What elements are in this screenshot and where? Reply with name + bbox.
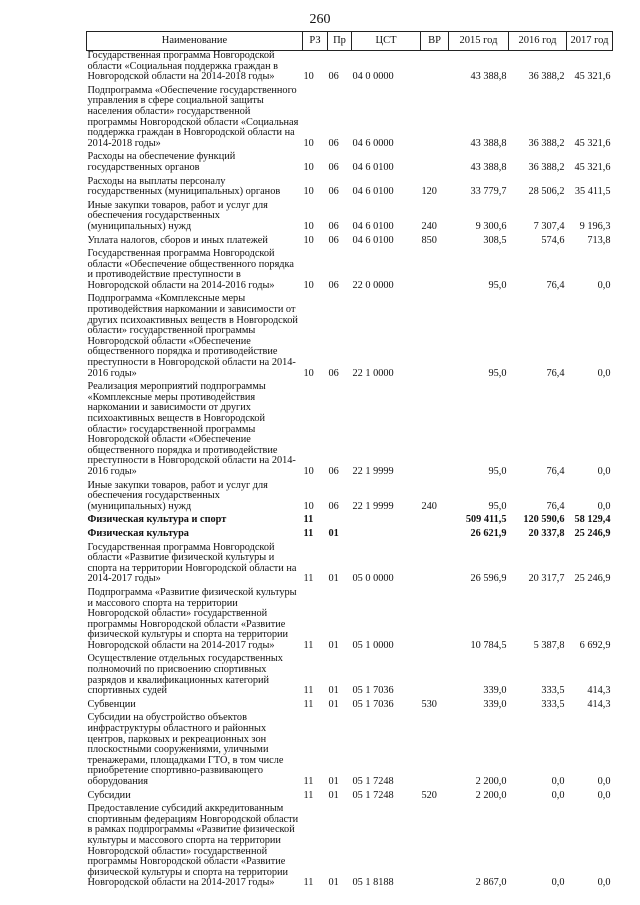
row-rz: 11: [303, 685, 314, 697]
row-pr: 01: [328, 685, 339, 697]
row-cst: 05 1 8188: [352, 877, 394, 889]
row-cst: 22 1 9999: [352, 465, 394, 477]
row-name: Расходы на выплаты персоналу государственных (муниципальных) органов: [87, 175, 281, 198]
row-cst: 04 0 0000: [352, 71, 394, 83]
row-value-2016: 5 387,8: [533, 639, 565, 651]
header-rz: РЗ: [303, 32, 328, 51]
row-cst: 04 6 0100: [352, 161, 394, 173]
row-pr: 01: [328, 789, 339, 801]
row-value-2016: 36 388,2: [528, 161, 565, 173]
row-vr: [421, 710, 449, 787]
table-row: [87, 198, 613, 233]
row-cst: 05 0 0000: [352, 573, 394, 585]
row-rz: 11: [303, 573, 314, 585]
row-pr: 06: [328, 500, 339, 512]
header-2017: 2017 год: [567, 32, 613, 51]
row-value-2017: 35 411,5: [574, 186, 611, 198]
row-name: Государственная программа Новгородской области «Социальная поддержка граждан в Новгородской области на 2014-2018 годы»: [87, 50, 279, 83]
row-value-2015: 43 388,8: [470, 137, 507, 149]
row-value-2015: 2 200,0: [475, 789, 507, 801]
row-name: Расходы на обеспечение функций государственных органов: [87, 151, 236, 173]
row-cst: 22 1 9999: [352, 500, 394, 512]
row-value-2017: 0,0: [597, 279, 611, 291]
table-row: [87, 526, 613, 540]
row-value-2017: 0,0: [597, 465, 611, 477]
row-value-2015: 43 388,8: [470, 161, 507, 173]
row-value-2016: 0,0: [551, 789, 565, 801]
row-value-2017: 0,0: [597, 789, 611, 801]
row-rz: 10: [303, 234, 314, 246]
row-value-2016: 7 307,4: [533, 220, 565, 232]
row-value-2015: 33 779,7: [470, 186, 507, 198]
table-row: [87, 246, 613, 291]
row-value-2017: 6 692,9: [579, 639, 611, 651]
budget-table: [86, 31, 613, 889]
row-value-2015: 95,0: [488, 465, 507, 477]
row-name: Предоставление субсидий аккредитованным спортивным федерациям Новгородской области в рамках подпрограммы «Развитие физической культуры и массового спорта на территории Новгородской области» государственной программы Новгородской области «Развитие физической культуры и спорта на территории Новгородской области на 2014-2017 годы»: [87, 803, 299, 889]
table-row: [87, 540, 613, 585]
row-vr: [421, 149, 449, 173]
row-vr: [421, 540, 449, 585]
row-pr: 06: [328, 71, 339, 83]
row-name: Субвенции: [87, 698, 136, 710]
row-vr: [421, 246, 449, 291]
row-name: Подпрограмма «Развитие физической культуры и массового спорта на территории Новгородской области» государственной программы Новгородской области «Развитие физической культуры и спорта на территории Новгородской области на 2014-2017 годы»: [87, 586, 297, 651]
row-vr: [421, 526, 449, 540]
row-rz: 11: [303, 514, 314, 526]
row-vr: [421, 291, 449, 379]
row-value-2017: 0,0: [597, 367, 611, 379]
row-value-2016: 76,4: [546, 279, 565, 291]
header-pr: Пр: [328, 32, 352, 51]
row-pr: 06: [328, 367, 339, 379]
row-vr: 240: [421, 220, 437, 232]
row-value-2017: 713,8: [587, 234, 611, 246]
row-value-2016: 333,5: [541, 698, 565, 710]
row-rz: 10: [303, 500, 314, 512]
row-cst: 05 1 7248: [352, 776, 394, 787]
row-value-2016: 20 337,8: [528, 527, 565, 539]
row-value-2017: 25 246,9: [574, 527, 611, 539]
row-pr: 06: [328, 137, 339, 149]
table-row: [87, 697, 613, 711]
table-row: [87, 233, 613, 247]
row-vr: 530: [421, 698, 437, 710]
row-pr: 01: [328, 527, 339, 539]
row-value-2015: 95,0: [488, 367, 507, 379]
row-vr: 520: [421, 789, 437, 801]
row-value-2017: 58 129,4: [574, 514, 611, 526]
row-name: Субсидии на обустройство объектов инфраструктуры областного и районных центров, парковых и рекреационных зон плоскостными сооружениями, уличными тренажерами, площадками ГТО, в том числе приобретение спортивно-развивающего оборудования: [87, 712, 284, 787]
row-value-2017: 45 321,6: [574, 161, 611, 173]
row-value-2016: 20 317,7: [528, 573, 565, 585]
row-vr: 850: [421, 234, 437, 246]
row-value-2015: 10 784,5: [470, 639, 507, 651]
row-value-2017: 0,0: [597, 776, 611, 787]
row-name: Осуществление отдельных государственных полномочий по присвоению спортивных разрядов и квалификационных категорий спортивных судей: [87, 653, 283, 697]
row-name: Иные закупки товаров, работ и услуг для обеспечения государственных (муниципальных) нужд: [87, 199, 268, 232]
table-row: [87, 801, 613, 889]
row-cst: 04 6 0000: [352, 137, 394, 149]
row-value-2016: 0,0: [551, 776, 565, 787]
row-pr: [328, 512, 352, 526]
row-value-2017: 0,0: [597, 500, 611, 512]
row-vr: 120: [421, 186, 437, 198]
row-value-2016: 36 388,2: [528, 71, 565, 83]
row-cst: 05 1 7036: [352, 685, 394, 697]
row-cst: 05 1 7248: [352, 789, 394, 801]
row-value-2017: 9 196,3: [579, 220, 611, 232]
row-vr: [421, 51, 449, 83]
row-value-2017: 25 246,9: [574, 573, 611, 585]
row-value-2015: 26 621,9: [470, 527, 507, 539]
row-vr: [421, 512, 449, 526]
row-cst: 04 6 0100: [352, 220, 394, 232]
header-2016: 2016 год: [509, 32, 567, 51]
row-cst: 22 0 0000: [352, 279, 394, 291]
header-vr: ВР: [421, 32, 449, 51]
header-row: [87, 32, 613, 51]
row-name: Физическая культура и спорт: [87, 514, 227, 526]
row-pr: 06: [328, 234, 339, 246]
row-value-2016: 333,5: [541, 685, 565, 697]
row-pr: 01: [328, 776, 339, 787]
table-row: [87, 710, 613, 787]
row-value-2015: 339,0: [483, 698, 507, 710]
row-name: Физическая культура: [87, 527, 189, 539]
row-rz: 11: [303, 698, 314, 710]
row-cst: 05 1 0000: [352, 639, 394, 651]
header-cst: ЦСТ: [352, 32, 421, 51]
row-pr: 06: [328, 465, 339, 477]
row-value-2015: 308,5: [483, 234, 507, 246]
row-rz: 10: [303, 367, 314, 379]
row-pr: 06: [328, 186, 339, 198]
row-cst: 22 1 0000: [352, 367, 394, 379]
row-rz: 10: [303, 186, 314, 198]
table-header: [87, 32, 613, 51]
row-pr: 01: [328, 877, 339, 889]
row-name: Иные закупки товаров, работ и услуг для обеспечения государственных (муниципальных) нужд: [87, 479, 268, 512]
row-cst: 05 1 7036: [352, 698, 394, 710]
table-row: [87, 585, 613, 652]
row-name: Субсидии: [87, 789, 131, 801]
row-pr: 06: [328, 279, 339, 291]
row-value-2015: 26 596,9: [470, 573, 507, 585]
row-value-2015: 95,0: [488, 279, 507, 291]
row-value-2015: 9 300,6: [475, 220, 507, 232]
table-row: [87, 478, 613, 513]
header-name: Наименование: [87, 32, 303, 51]
table-row: [87, 291, 613, 379]
table-row: [87, 512, 613, 526]
row-value-2016: 76,4: [546, 367, 565, 379]
row-rz: 10: [303, 220, 314, 232]
row-rz: 11: [303, 639, 314, 651]
row-value-2016: 120 590,6: [523, 514, 565, 526]
row-name: Реализация мероприятий подпрограммы «Комплексные меры противодействия наркомании и зависимости от других психоактивных веществ в Новгородской области» государственной программы Новгородской области «Обеспечение общественного порядка и противодействие преступности в Новгородской области на 2014-2016 годы»: [87, 381, 296, 477]
table-row: [87, 651, 613, 696]
row-value-2015: 2 867,0: [475, 877, 507, 889]
row-value-2016: 0,0: [551, 877, 565, 889]
table-row: [87, 788, 613, 802]
row-cst: 04 6 0100: [352, 186, 394, 198]
table-row: [87, 83, 613, 150]
row-rz: 11: [303, 789, 314, 801]
table-row: [87, 149, 613, 173]
row-value-2017: 414,3: [587, 698, 611, 710]
table-row: [87, 51, 613, 83]
table-row: [87, 379, 613, 477]
row-value-2017: 45 321,6: [574, 71, 611, 83]
row-name: Подпрограмма «Комплексные меры противодействия наркомании и зависимости от других психоактивных веществ в Новгородской области» государственной программы Новгородской области «Обеспечение общественного порядка и противодействие преступности в Новгородской области на 2014-2016 годы»: [87, 293, 298, 379]
row-rz: 10: [303, 71, 314, 83]
row-rz: 10: [303, 465, 314, 477]
row-name: Государственная программа Новгородской области «Обеспечение общественного порядка и противодействие преступности в Новгородской области на 2014-2016 годы»: [87, 248, 294, 291]
row-value-2016: 36 388,2: [528, 137, 565, 149]
row-name: Государственная программа Новгородской области «Развитие физической культуры и спорта на территории Новгородской области на 2014-2017 годы»: [87, 541, 297, 585]
row-pr: 06: [328, 161, 339, 173]
row-rz: 11: [303, 776, 314, 787]
row-rz: 10: [303, 137, 314, 149]
row-value-2015: 509 411,5: [465, 514, 507, 526]
row-vr: [421, 83, 449, 150]
row-value-2015: 339,0: [483, 685, 507, 697]
row-value-2016: 76,4: [546, 500, 565, 512]
row-pr: 01: [328, 573, 339, 585]
row-rz: 11: [303, 527, 314, 539]
row-cst: 04 6 0100: [352, 234, 394, 246]
table-row: [87, 174, 613, 198]
row-value-2015: 95,0: [488, 500, 507, 512]
row-vr: 240: [421, 500, 437, 512]
row-cst: [352, 526, 421, 540]
row-value-2015: 43 388,8: [470, 71, 507, 83]
row-value-2016: 28 506,2: [528, 186, 565, 198]
row-name: Уплата налогов, сборов и иных платежей: [87, 234, 268, 246]
row-value-2017: 0,0: [597, 877, 611, 889]
row-value-2015: 2 200,0: [475, 776, 507, 787]
row-value-2016: 76,4: [546, 465, 565, 477]
row-cst: [352, 512, 421, 526]
row-name: Подпрограмма «Обеспечение государственного управления в сфере социальной защиты населения области» государственной программы Новгородской области «Социальная поддержка граждан в Новгородской области на 2014-2018 годы»: [87, 84, 299, 149]
row-value-2016: 574,6: [541, 234, 565, 246]
row-pr: 06: [328, 220, 339, 232]
row-value-2017: 45 321,6: [574, 137, 611, 149]
row-rz: 10: [303, 279, 314, 291]
row-rz: 11: [303, 877, 314, 889]
row-pr: 01: [328, 639, 339, 651]
row-pr: 01: [328, 698, 339, 710]
row-vr: [421, 585, 449, 652]
page-number: 260: [309, 12, 331, 27]
row-value-2017: 414,3: [587, 685, 611, 697]
row-rz: 10: [303, 161, 314, 173]
row-vr: [421, 801, 449, 889]
row-vr: [421, 379, 449, 477]
header-2015: 2015 год: [449, 32, 509, 51]
table-body: [87, 51, 613, 889]
row-vr: [421, 651, 449, 696]
